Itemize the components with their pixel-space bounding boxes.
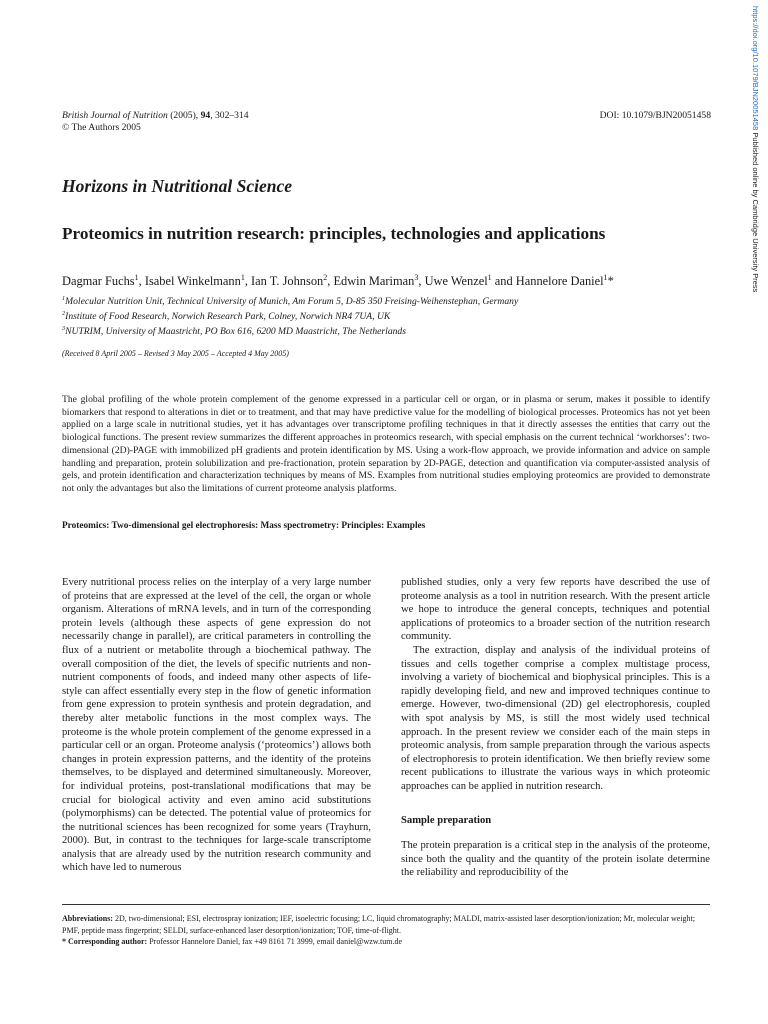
footnotes — [62, 913, 710, 948]
footnote-divider — [62, 904, 710, 905]
author: Hannelore Daniel$^1$* — [515, 272, 614, 288]
affiliation-list — [62, 294, 518, 339]
keywords: Proteomics: Two-dimensional gel electrophoresis: Mass spectrometry: Principles: Examples — [62, 521, 426, 531]
abstract: The global profiling of the whole protein complement of the genome expressed in a particular cell or organ, or in plasma or serum, makes it possible to identify biomarkers that respond to alterations in diet or to treatment, and that may have predictive value for the modelling of biological processes. Proteomics has not yet been applied on a large scale in nutritional studies, yet it has advantages over transcriptome profiling techniques in that it directly assesses the entities that carry out the biological functions. The present review summarizes the different approaches in proteomics research, with special emphasis on the current technical ‘workhorses’: two-dimensional (2D)-PAGE with immobilized pH gradients and protein identification by MS. Using a work-flow approach, we provide information and advice on sample handling and preparation, protein solubilization and pre-fractionation, protein separation by 2D-PAGE, detection and quantification via computer-assisted analysis of gels, and protein identification and characterization techniques by means of MS. Examples from nutritional studies employing proteomics are provided to demonstrate not only the advantages but also the limitations of current proteome analysis platforms. — [62, 394, 710, 494]
author: Ian T. Johnson$^2$, — [251, 272, 334, 288]
copyright-notice: © The Authors 2005 — [62, 122, 141, 133]
author: Edwin Mariman$^3$, — [333, 272, 425, 288]
side-doi-strip — [751, 6, 760, 296]
journal-name: British Journal of Nutrition — [62, 110, 168, 121]
affiliation: $^2$Institute of Food Research, Norwich Research Park, Colney, Norwich NR4 7UA, UK — [62, 309, 391, 322]
author: Uwe Wenzel$^1$ and — [424, 272, 516, 288]
submission-dates: (Received 8 April 2005 – Revised 3 May 2005 – Accepted 4 May 2005) — [62, 349, 289, 358]
body-paragraph: published studies, only a very few reports have described the use of proteome analysis as a tool in nutrition research. With the present article we hope to introduce the general concepts, techniques and potential applications of proteomics to a broader section of the nutrition research community. — [401, 577, 710, 643]
article-title: Proteomics in nutrition research: principles, technologies and applications — [62, 224, 606, 243]
affiliation: $^3$NUTRIM, University of Maastricht, PO Box 616, 6200 MD Maastricht, The Netherlands — [62, 324, 406, 337]
publisher-note: Published online by Cambridge University Press — [751, 130, 760, 293]
body-paragraph: Every nutritional process relies on the interplay of a very large number of proteins that are expressed at the level of the cell, the organ or whole organism. Alterations of mRNA levels, and in turn of the corresponding protein levels (although these aspects of gene expression do not necessarily change in parallel), are critical parameters in controlling the flux of a nutrient or metabolite through a biochemical pathway. The overall composition of the diet, the levels of specific nutrients and non-nutrient components of foods, and indeed many other aspects of life-style can affect essentially every step in the flow of genetic information from gene expression to protein synthesis and protein degradation, and thereby alter metabolic functions in the most complex ways. The proteome is the whole protein complement of the genome expressed in a particular cell or an organ. Proteome analysis (‘proteomics’) allows both changes in protein expression patterns, and the identity of the proteins themselves, to be displayed and determined simultaneously. Moreover, for individual proteins, post-translational modifications that may be crucial for biological activity and even amino acid substitutions (polymorphisms) can be detected. The potential value of proteomics for the nutritional sciences has been recognized for some years (Trayhurn, 2000). But, in contrast to the techniques for large-scale transcriptome analysis that are already used by the nutrition research community and which have led to numerous — [62, 577, 371, 874]
journal-pages: , 302–314 — [210, 110, 249, 121]
section-heading: Sample preparation — [401, 814, 492, 826]
author: Isabel Winkelmann$^1$, — [144, 272, 252, 288]
body-paragraph: The protein preparation is a critical step in the analysis of the proteome, since both the quality and the quantity of the protein isolate determine the reliability and reproducibility of the — [401, 840, 710, 879]
section-title: Horizons in Nutritional Science — [62, 176, 292, 196]
author-list — [62, 274, 614, 289]
journal-year: (2005), — [167, 110, 201, 121]
abbreviations-note: Abbreviations: 2D, two-dimensional; ESI, electrospray ionization; IEF, isoelectric focusing; LC, liquid chromatography; MALDI, matrix-assisted laser desorption/ionization; Mr, molecular weight; PMF, peptide mass fingerprint; SELDI, surface-enhanced laser desorption/ionization; TOF, time-of-flight. — [62, 914, 695, 935]
body-column-left — [62, 576, 371, 875]
body-column-right — [401, 576, 710, 880]
header-doi: DOI: 10.1079/BJN20051458 — [599, 110, 711, 121]
doi-link[interactable]: https://doi.org/10.1079/BJN20051458 — [751, 6, 760, 131]
body-paragraph: The extraction, display and analysis of the individual proteins of tissues and cells together comprise a complex multistage process, involving a variety of biochemical and biophysical principles. This is a rapidly developing field, and new and improved techniques continue to emerge. However, two-dimensional (2D) gel electrophoresis, coupled with spot analysis by MS, is still the most widely used technical approach. In the present review we consider each of the main steps in proteomic analysis, from sample preparation through the various aspects of electrophoresis to protein identification. We then briefly review some recent publications to illustrate the various ways in which proteomic approaches can be applied in nutrition research. — [401, 644, 710, 792]
journal-volume: 94 — [200, 110, 211, 121]
affiliation: $^1$Molecular Nutrition Unit, Technical University of Munich, Am Forum 5, D-85 350 Freising-Weihenstephan, Germany — [62, 294, 519, 307]
corresponding-author-note: * Corresponding author: Professor Hannelore Daniel, fax +49 8161 71 3999, email daniel@wzw.tum.de — [62, 937, 403, 947]
author: Dagmar Fuchs$^1$, — [62, 272, 145, 288]
journal-citation — [62, 110, 249, 134]
